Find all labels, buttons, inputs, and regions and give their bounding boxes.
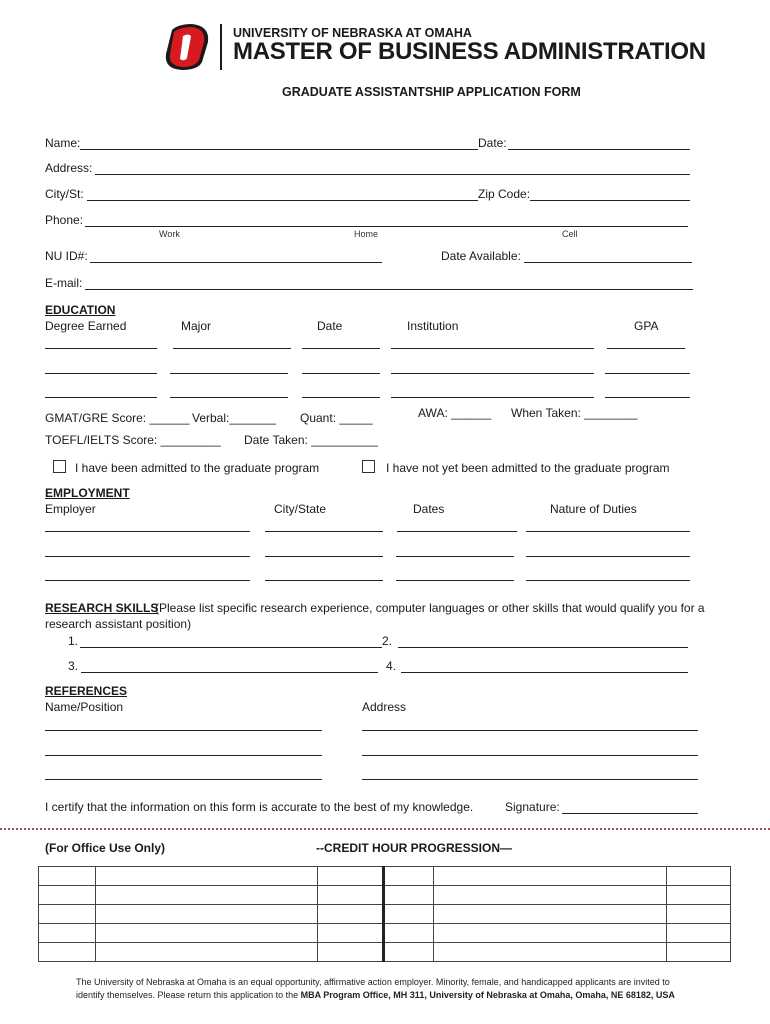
edu-degree-field[interactable] — [45, 397, 157, 398]
emp-col-dates: Dates — [413, 502, 445, 516]
table-row — [39, 905, 731, 924]
table-cell[interactable] — [95, 924, 317, 943]
emp-dates-field[interactable] — [396, 556, 514, 557]
phone-cell-label: Cell — [562, 229, 578, 239]
research-item-3-label: 3. — [68, 659, 79, 673]
research-item-4-field[interactable] — [401, 672, 688, 673]
not-admitted-label: I have not yet been admitted to the graduate program — [386, 461, 670, 475]
edu-gpa-field[interactable] — [605, 397, 690, 398]
emp-col-duties: Nature of Duties — [550, 502, 637, 516]
emp-duties-field[interactable] — [526, 580, 690, 581]
emp-dates-field[interactable] — [396, 580, 514, 581]
ref-address-field-3[interactable] — [362, 779, 698, 780]
emp-city-field[interactable] — [265, 580, 383, 581]
research-instruction-1: (Please list specific research experience, computer languages or other skills that would qualify you for a — [155, 601, 705, 615]
city-field[interactable] — [87, 200, 478, 201]
footer-address: MBA Program Office, MH 311, University of Nebraska at Omaha, Omaha, NE 68182, USA — [300, 990, 675, 1000]
footer-notice — [76, 976, 716, 1002]
edu-date-field[interactable] — [302, 397, 380, 398]
research-heading: RESEARCH SKILLS — [45, 601, 159, 615]
verbal-score-label[interactable]: Verbal:_______ — [192, 411, 277, 425]
table-cell[interactable] — [667, 905, 731, 924]
toefl-score-label[interactable]: TOEFL/IELTS Score: _________ — [45, 433, 221, 447]
emp-employer-field[interactable] — [45, 531, 250, 532]
table-cell[interactable] — [39, 924, 96, 943]
date-available-field[interactable] — [524, 262, 692, 263]
emp-duties-field[interactable] — [526, 556, 690, 557]
research-item-4-label: 4. — [386, 659, 397, 673]
admitted-label: I have been admitted to the graduate program — [75, 461, 320, 475]
emp-city-field[interactable] — [265, 556, 383, 557]
program-name: MASTER OF BUSINESS ADMINISTRATION — [233, 38, 706, 65]
research-item-1-field[interactable] — [80, 647, 382, 648]
table-cell[interactable] — [667, 924, 731, 943]
ref-col-name: Name/Position — [45, 700, 124, 714]
emp-dates-field[interactable] — [397, 531, 517, 532]
footer-line-2-text: identify themselves. Please return this application to the — [76, 990, 301, 1000]
table-cell[interactable] — [434, 943, 667, 962]
phone-home-label: Home — [354, 229, 379, 239]
date-label: Date: — [478, 136, 507, 150]
address-label: Address: — [45, 161, 93, 175]
table-cell[interactable] — [95, 905, 317, 924]
education-heading: EDUCATION — [45, 303, 116, 317]
table-row — [39, 867, 731, 886]
ref-name-field-1[interactable] — [45, 730, 322, 731]
edu-institution-field[interactable] — [391, 348, 594, 349]
nuid-label: NU ID#: — [45, 249, 88, 263]
edu-institution-field[interactable] — [391, 397, 594, 398]
credit-hour-table — [38, 866, 731, 962]
admitted-checkbox[interactable] — [53, 460, 66, 473]
table-cell[interactable] — [95, 943, 317, 962]
edu-date-field[interactable] — [302, 348, 380, 349]
edu-col-date: Date — [317, 319, 343, 333]
city-label: City/St: — [45, 187, 84, 201]
table-cell[interactable] — [39, 905, 96, 924]
edu-major-field[interactable] — [173, 348, 291, 349]
gmat-score-label[interactable]: GMAT/GRE Score: ______ — [45, 411, 190, 425]
phone-field[interactable] — [85, 226, 688, 227]
edu-col-degree: Degree Earned — [45, 319, 127, 333]
address-field[interactable] — [95, 174, 690, 175]
table-cell[interactable] — [434, 905, 667, 924]
ref-name-field-3[interactable] — [45, 779, 322, 780]
name-field[interactable] — [80, 149, 478, 150]
edu-gpa-field[interactable] — [607, 348, 685, 349]
table-cell[interactable] — [434, 924, 667, 943]
awa-score-label[interactable]: AWA: ______ — [418, 406, 492, 420]
table-cell[interactable] — [95, 886, 317, 905]
table-cell[interactable] — [434, 867, 667, 886]
table-cell[interactable] — [317, 905, 384, 924]
emp-col-employer: Employer — [45, 502, 96, 516]
edu-col-institution: Institution — [407, 319, 459, 333]
phone-label: Phone: — [45, 213, 84, 227]
ref-address-field-1[interactable] — [362, 730, 698, 731]
emp-employer-field[interactable] — [45, 556, 250, 557]
ref-name-field-2[interactable] — [45, 755, 322, 756]
zip-field[interactable] — [530, 200, 690, 201]
name-label: Name: — [45, 136, 81, 150]
table-row — [39, 886, 731, 905]
research-item-2-field[interactable] — [398, 647, 688, 648]
table-cell[interactable] — [39, 867, 96, 886]
uno-o-logo-icon — [158, 22, 214, 72]
table-row — [39, 943, 731, 962]
zip-label: Zip Code: — [478, 187, 531, 201]
emp-city-field[interactable] — [265, 531, 383, 532]
edu-gpa-field[interactable] — [605, 373, 690, 374]
table-cell[interactable] — [434, 886, 667, 905]
certify-statement: I certify that the information on this form is accurate to the best of my knowledge. — [45, 800, 474, 814]
footer-line-1: The University of Nebraska at Omaha is an equal opportunity, affirmative action employer. Minority, female, and handicapped applicants are invited to — [76, 977, 670, 987]
header-divider — [220, 24, 222, 70]
emp-duties-field[interactable] — [526, 531, 690, 532]
references-heading: REFERENCES — [45, 684, 128, 698]
table-cell[interactable] — [384, 886, 434, 905]
edu-col-gpa: GPA — [634, 319, 659, 333]
table-cell[interactable] — [667, 943, 731, 962]
research-instruction-2: research assistant position) — [45, 617, 192, 631]
uno-logo — [158, 22, 214, 72]
not-admitted-checkbox[interactable] — [362, 460, 375, 473]
when-taken-label[interactable]: When Taken: ________ — [511, 406, 638, 420]
table-cell[interactable] — [384, 905, 434, 924]
office-separator — [0, 828, 770, 830]
signature-label: Signature: — [505, 800, 560, 814]
table-cell[interactable] — [39, 886, 96, 905]
table-row — [39, 924, 731, 943]
edu-major-field[interactable] — [170, 373, 288, 374]
ref-col-address: Address — [362, 700, 407, 714]
research-item-1-label: 1. — [68, 634, 79, 648]
table-cell[interactable] — [667, 886, 731, 905]
footer-line-2 — [76, 989, 716, 1002]
university-name: UNIVERSITY OF NEBRASKA AT OMAHA — [233, 26, 472, 40]
research-item-3-field[interactable] — [81, 672, 378, 673]
date-field[interactable] — [508, 149, 690, 150]
email-label: E-mail: — [45, 276, 83, 290]
signature-field[interactable] — [562, 813, 698, 814]
ref-address-field-2[interactable] — [362, 755, 698, 756]
table-cell[interactable] — [39, 943, 96, 962]
email-field[interactable] — [85, 289, 693, 290]
emp-employer-field[interactable] — [45, 580, 250, 581]
table-cell[interactable] — [384, 943, 434, 962]
table-cell[interactable] — [384, 867, 434, 886]
credit-hour-label: --CREDIT HOUR PROGRESSION— — [316, 841, 513, 855]
table-cell[interactable] — [317, 867, 384, 886]
table-cell[interactable] — [95, 867, 317, 886]
date-available-label: Date Available: — [441, 249, 521, 263]
form-title: GRADUATE ASSISTANTSHIP APPLICATION FORM — [282, 85, 581, 99]
research-item-2-label: 2. — [382, 634, 393, 648]
table-cell[interactable] — [667, 867, 731, 886]
phone-work-label: Work — [159, 229, 180, 239]
edu-major-field[interactable] — [170, 397, 288, 398]
quant-score-label[interactable]: Quant: _____ — [300, 411, 373, 425]
employment-heading: EMPLOYMENT — [45, 486, 130, 500]
edu-date-field[interactable] — [302, 373, 380, 374]
table-cell[interactable] — [384, 924, 434, 943]
edu-degree-field[interactable] — [45, 348, 157, 349]
table-cell[interactable] — [317, 943, 384, 962]
office-use-label: (For Office Use Only) — [45, 841, 166, 855]
edu-institution-field[interactable] — [391, 373, 594, 374]
table-cell[interactable] — [317, 924, 384, 943]
toefl-date-label[interactable]: Date Taken: __________ — [244, 433, 378, 447]
edu-col-major: Major — [181, 319, 212, 333]
table-cell[interactable] — [317, 886, 384, 905]
emp-col-city: City/State — [274, 502, 327, 516]
edu-degree-field[interactable] — [45, 373, 157, 374]
nuid-field[interactable] — [90, 262, 382, 263]
